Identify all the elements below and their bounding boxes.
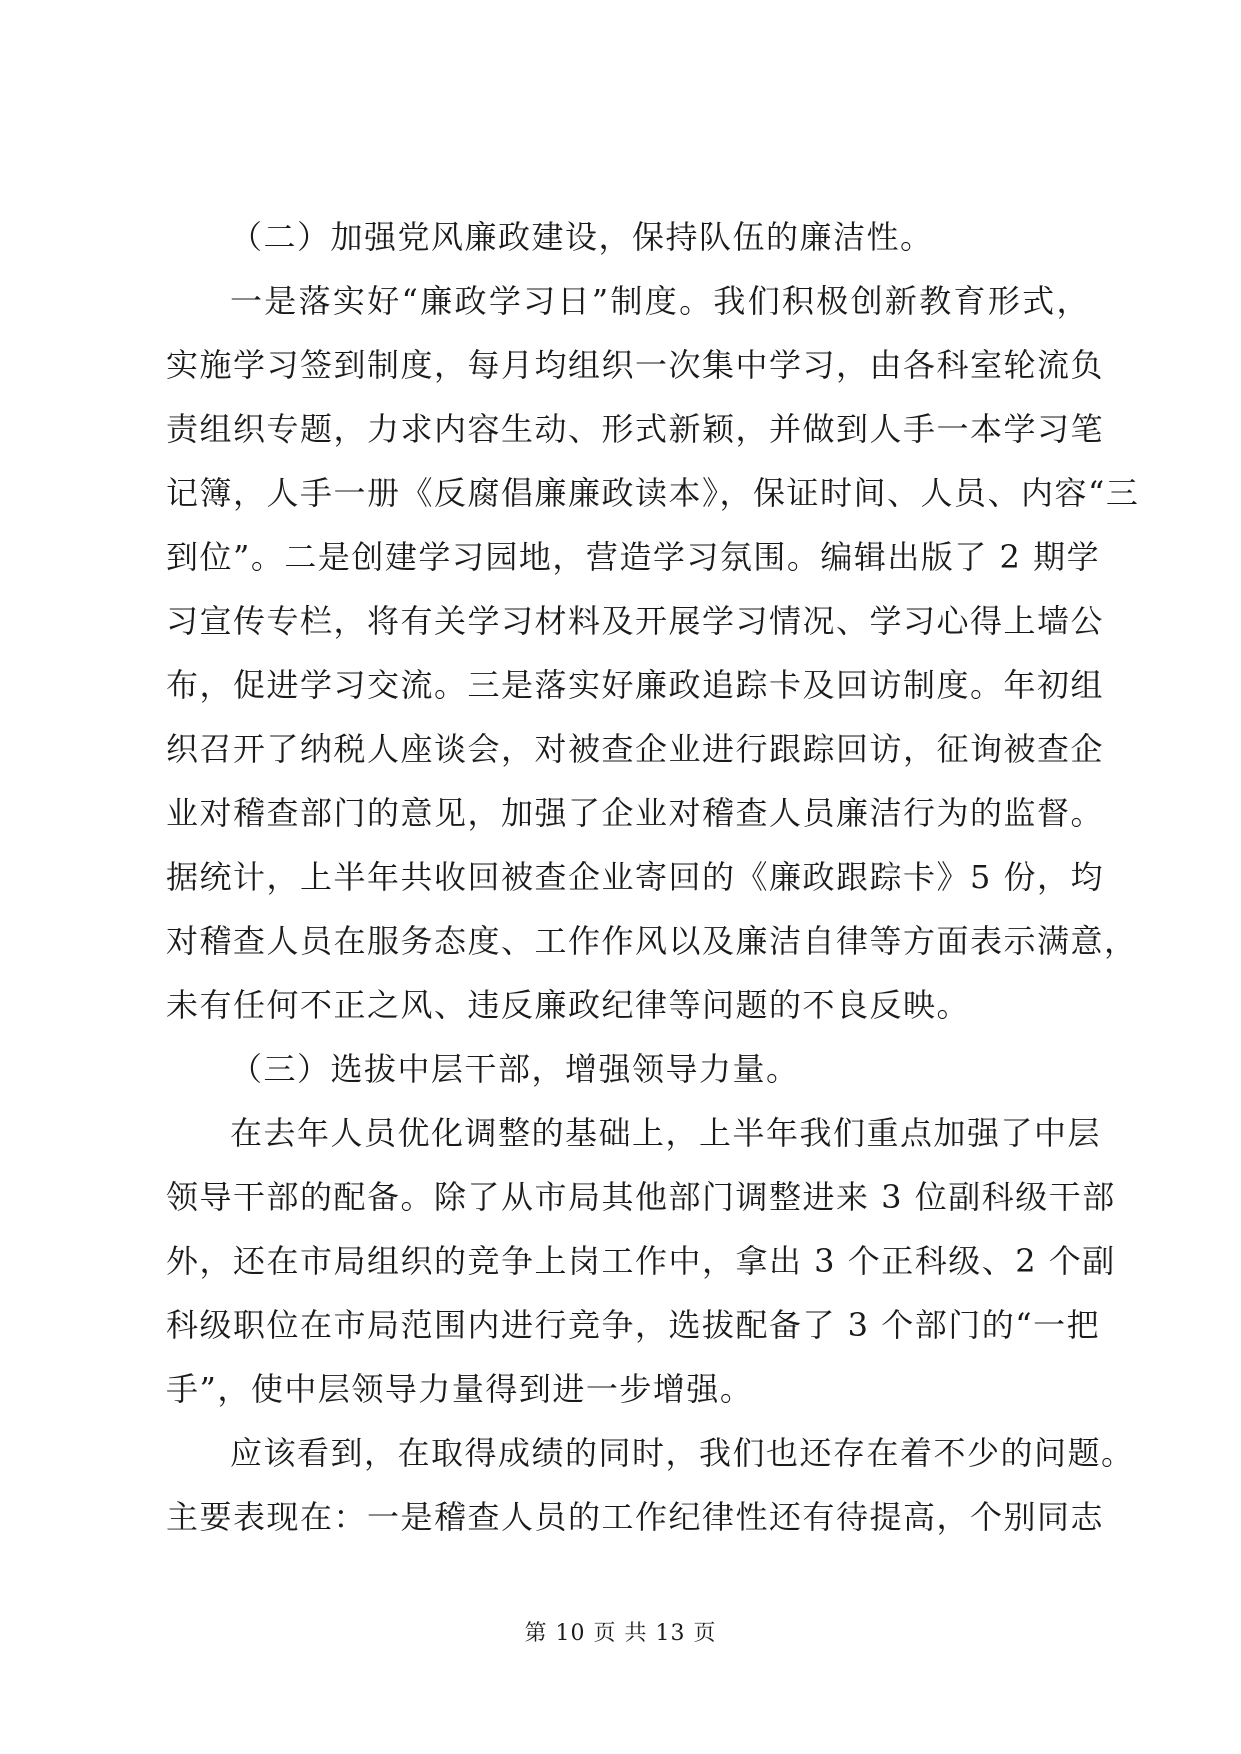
text-line: 在去年人员优化调整的基础上，上半年我们重点加强了中层 <box>230 1114 1102 1152</box>
text-line: 布，促进学习交流。三是落实好廉政追踪卡及回访制度。年初组 <box>166 666 1105 704</box>
text-line: 业对稽查部门的意见，加强了企业对稽查人员廉洁行为的监督。 <box>166 794 1105 832</box>
text-line: 到位”。二是创建学习园地，营造学习氛围。编辑出版了 2 期学 <box>166 538 1101 576</box>
text-line: 记簿，人手一册《反腐倡廉廉政读本》，保证时间、人员、内容“三 <box>166 474 1140 512</box>
text-line: 责组织专题，力求内容生动、形式新颖，并做到人手一本学习笔 <box>166 410 1105 448</box>
text-line: 实施学习签到制度，每月均组织一次集中学习，由各科室轮流负 <box>166 346 1105 384</box>
text-line: 一是落实好“廉政学习日”制度。我们积极创新教育形式， <box>230 282 1090 320</box>
text-line: 未有任何不正之风、违反廉政纪律等问题的不良反映。 <box>166 986 971 1024</box>
text-line: 织召开了纳税人座谈会，对被查企业进行跟踪回访，征询被查企 <box>166 730 1105 768</box>
page-footer: 第 10 页 共 13 页 <box>524 1621 717 1646</box>
text-line: 领导干部的配备。除了从市局其他部门调整进来 3 位副科级干部 <box>166 1178 1116 1216</box>
text-line: 对稽查人员在服务态度、工作作风以及廉洁自律等方面表示满意， <box>166 922 1138 960</box>
text-line: 据统计，上半年共收回被查企业寄回的《廉政跟踪卡》5 份，均 <box>166 858 1105 896</box>
text-line: 手”，使中层领导力量得到进一步增强。 <box>166 1370 754 1408</box>
paragraph-heading-2: （二）加强党风廉政建设，保持队伍的廉洁性。 <box>230 218 934 256</box>
paragraph-heading-3: （三）选拔中层干部，增强领导力量。 <box>230 1050 800 1088</box>
text-line: 科级职位在市局范围内进行竞争，选拔配备了 3 个部门的“一把 <box>166 1306 1101 1344</box>
text-line: 外，还在市局组织的竞争上岗工作中，拿出 3 个正科级、2 个副 <box>166 1242 1116 1280</box>
text-line: 习宣传专栏，将有关学习材料及开展学习情况、学习心得上墙公 <box>166 602 1105 640</box>
text-line: 主要表现在：一是稽查人员的工作纪律性还有待提高，个别同志 <box>166 1498 1105 1536</box>
text-line: 应该看到，在取得成绩的同时，我们也还存在着不少的问题。 <box>230 1434 1135 1472</box>
document-body <box>166 205 1140 1549</box>
